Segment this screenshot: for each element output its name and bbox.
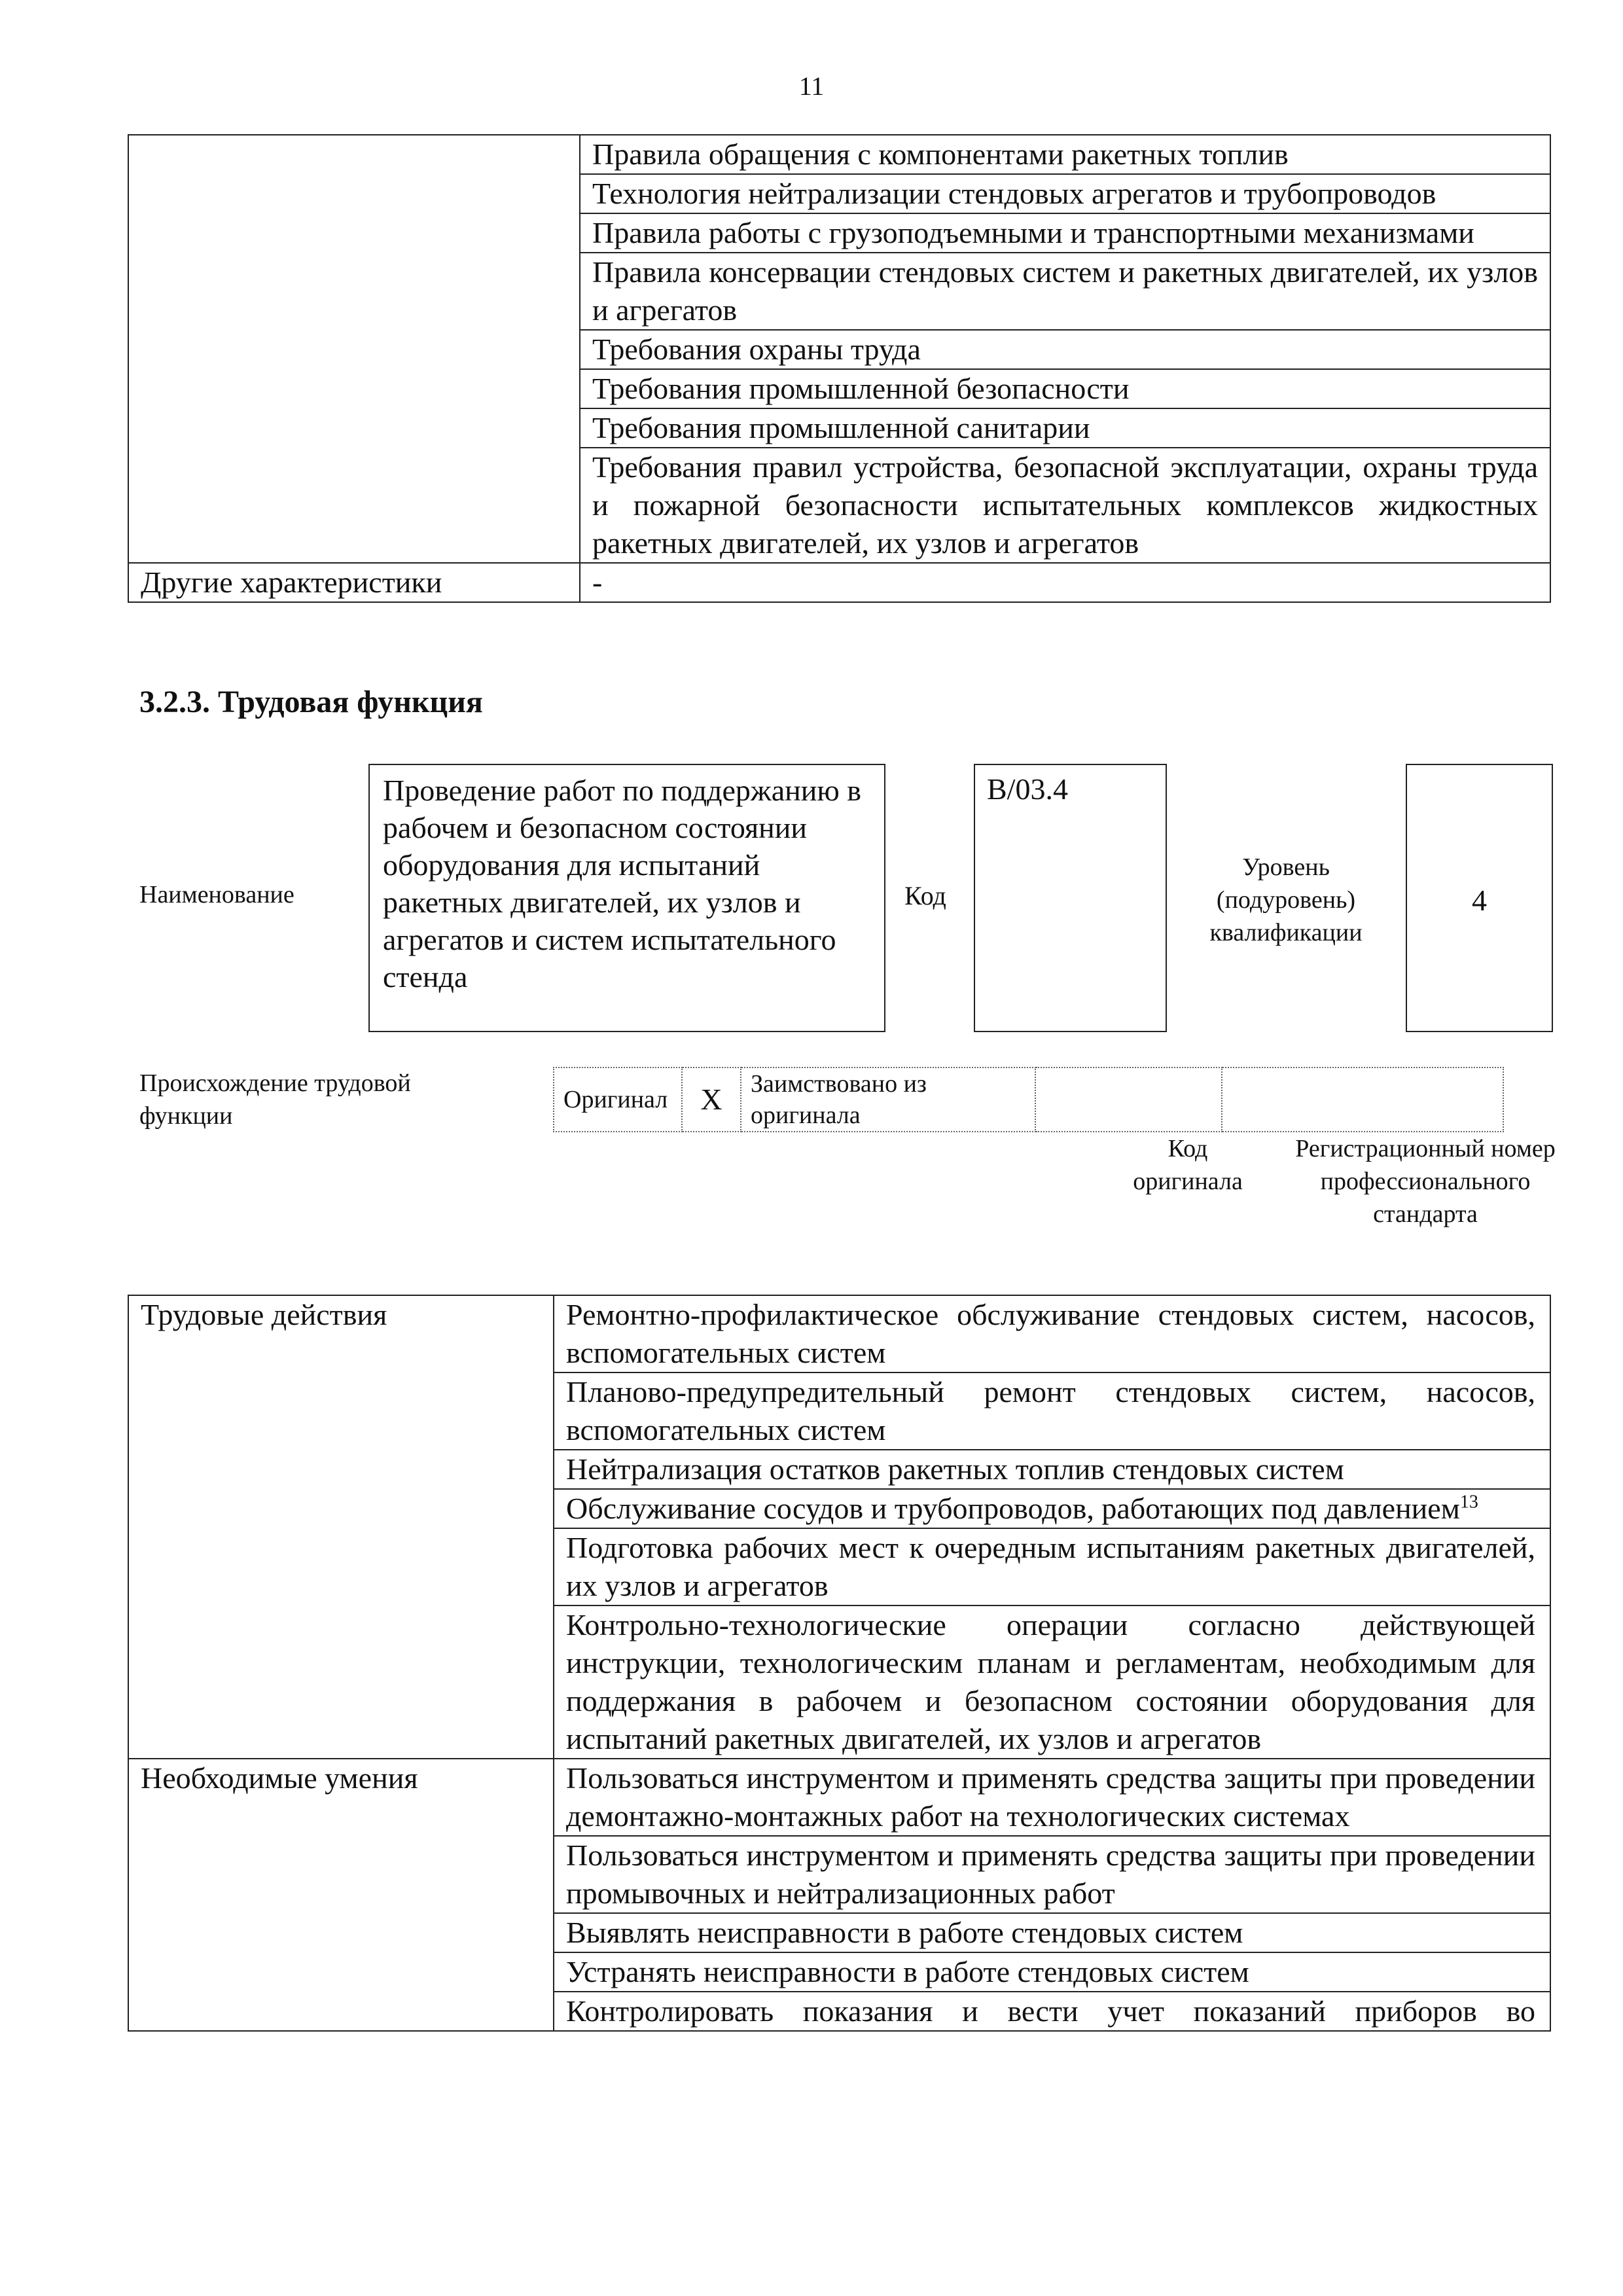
table-cell: Требования правил устройства, безопасной эксплуатации, охраны труда и пожарной безопасности испытательных комплексов жидкостных ракетных двигателей, их узлов и агрегатов xyxy=(580,448,1550,563)
table-cell: Технология нейтрализации стендовых агрегатов и трубопроводов xyxy=(580,174,1550,213)
borrowed-label: Заимствовано из оригинала xyxy=(741,1067,1035,1132)
function-name-box: Проведение работ по поддержанию в рабочем и безопасном состоянии оборудования для испытаний ракетных двигателей, их узлов и агрегатов и систем испытательного стенда xyxy=(368,764,885,1032)
page-number: 11 xyxy=(798,71,825,101)
table-cell: Ремонтно-профилактическое обслуживание стендовых систем, насосов, вспомогательных систем xyxy=(554,1295,1550,1372)
original-code-cell xyxy=(1035,1067,1222,1132)
table-cell: Требования промышленной санитарии xyxy=(580,408,1550,448)
table-cell: Требования охраны труда xyxy=(580,330,1550,369)
code-box: B/03.4 xyxy=(974,764,1167,1032)
footnote-ref: 13 xyxy=(1459,1492,1478,1513)
code-label: Код xyxy=(904,881,946,910)
level-label: Уровень (подуровень) квалификации xyxy=(1209,853,1363,946)
table-cell: Выявлять неисправности в работе стендовых систем xyxy=(554,1913,1550,1952)
empty-left-cell xyxy=(128,135,580,563)
table-cell: Правила работы с грузоподъемными и транспортными механизмами xyxy=(580,213,1550,253)
table-cell xyxy=(554,1489,1550,1528)
table-row xyxy=(128,135,1550,174)
labor-actions-table xyxy=(128,1295,1551,2032)
table-cell: Нейтрализация остатков ракетных топлив стендовых систем xyxy=(554,1450,1550,1489)
table-row xyxy=(128,1759,1550,1836)
table-cell: Контрольно-технологические операции согласно действующей инструкции, технологическим планам и регламентам, необходимым для поддержания в рабочем и безопасном состоянии оборудования для испытаний ракетных двигателей, их узлов и агрегатов xyxy=(554,1605,1550,1759)
table-cell: Требования промышленной безопасности xyxy=(580,369,1550,408)
action-text: Обслуживание сосудов и трубопроводов, работающих под давлением xyxy=(566,1492,1460,1525)
other-characteristics-value: - xyxy=(580,563,1550,602)
table-cell: Подготовка рабочих мест к очередным испытаниям ракетных двигателей, их узлов и агрегатов xyxy=(554,1528,1550,1605)
table-cell: Планово-предупредительный ремонт стендовых систем, насосов, вспомогательных систем xyxy=(554,1372,1550,1450)
origin-table xyxy=(553,1067,1504,1132)
origin-label: Происхождение трудовой функции xyxy=(139,1069,411,1130)
level-box: 4 xyxy=(1406,764,1553,1032)
original-code-caption: Код оригинала xyxy=(1133,1135,1243,1195)
knowledge-table xyxy=(128,134,1551,603)
table-cell: Правила обращения с компонентами ракетных топлив xyxy=(580,135,1550,174)
table-row xyxy=(554,1067,1503,1132)
section-heading: 3.2.3. Трудовая функция xyxy=(139,685,483,719)
name-label: Наименование xyxy=(139,881,294,908)
original-mark: X xyxy=(682,1067,741,1132)
table-cell: Пользоваться инструментом и применять средства защиты при проведении демонтажно-монтажных работ на технологических системах xyxy=(554,1759,1550,1836)
table-cell: Устранять неисправности в работе стендовых систем xyxy=(554,1952,1550,1992)
other-characteristics-label: Другие характеристики xyxy=(128,563,580,602)
table-cell: Правила консервации стендовых систем и ракетных двигателей, их узлов и агрегатов xyxy=(580,253,1550,330)
registration-number-cell xyxy=(1222,1067,1503,1132)
table-cell: Контролировать показания и вести учет показаний приборов во xyxy=(554,1992,1550,2031)
original-label: Оригинал xyxy=(554,1067,682,1132)
table-row xyxy=(128,563,1550,602)
required-skills-label: Необходимые умения xyxy=(128,1759,554,2031)
table-cell: Пользоваться инструментом и применять средства защиты при проведении промывочных и нейтрализационных работ xyxy=(554,1836,1550,1913)
registration-number-caption: Регистрационный номер профессионального стандарта xyxy=(1295,1135,1556,1228)
table-row xyxy=(128,1295,1550,1372)
labor-actions-label: Трудовые действия xyxy=(128,1295,554,1759)
